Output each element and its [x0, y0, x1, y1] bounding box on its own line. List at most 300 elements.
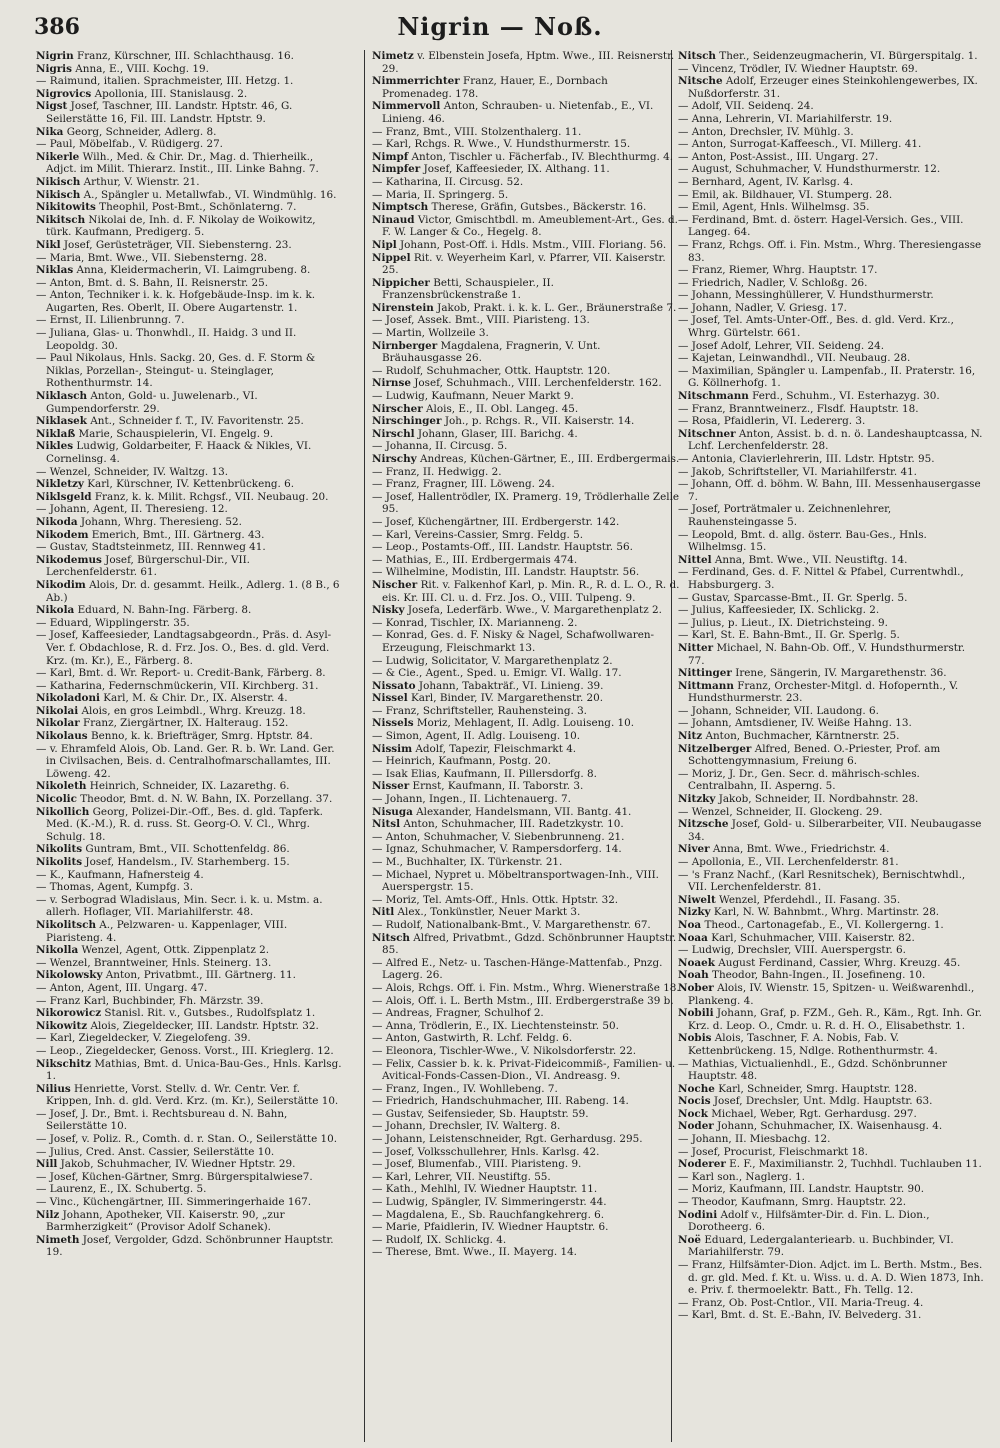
directory-entry: [372, 982, 680, 995]
entry-details: — Anton, Drechsler, IV. Mühlg. 3.: [678, 125, 854, 138]
directory-entry: [372, 415, 680, 428]
entry-details: — Julius, Cred. Anst. Cassier, Seilerstätte 10.: [36, 1145, 275, 1158]
entry-surname: Nikoda: [36, 515, 78, 528]
directory-entry: [678, 642, 984, 667]
directory-entry: [36, 919, 344, 944]
directory-entry: [678, 1158, 984, 1171]
directory-entry: [678, 529, 984, 554]
directory-entry: [36, 743, 344, 781]
entry-details: — Kath., Mehlhl, IV. Wiedner Hauptstr. 11.: [372, 1183, 598, 1196]
entry-surname: Nittel: [678, 553, 712, 566]
directory-entry: [678, 428, 984, 453]
entry-details: Anna, Kleidermacherin, VI. Laimgrubeng. 8.: [73, 264, 311, 277]
directory-entry: [36, 579, 344, 604]
entry-surname: Nikoladoni: [36, 692, 100, 705]
directory-entry: [36, 1045, 344, 1058]
directory-entry: [372, 138, 680, 151]
directory-entry: [372, 163, 680, 176]
entry-details: Rit. v. Falkenhof Karl, p. Min. R., R. d. L. O., R. d. eis. Kr. III. Cl. u. d. Frz. Jos. O., VIII. Tulpeng. 9.: [382, 578, 680, 604]
entry-details: — Johann, Nadler, V. Griesg. 17.: [678, 301, 847, 314]
directory-entry: [678, 944, 984, 957]
directory-entry: [36, 680, 344, 693]
entry-details: — Apollonia, E., VII. Lerchenfelderstr. 81.: [678, 856, 899, 868]
directory-entry: [36, 516, 344, 529]
entry-details: — Leopold, Bmt. d. allg. österr. Bau-Ges., Hnls. Wilhelmsg. 15.: [678, 528, 927, 554]
directory-entry: [372, 365, 680, 378]
entry-details: — Michael, Nypret u. Möbeltransportwagen-Inh., VIII. Auerspergstr. 15.: [372, 868, 659, 894]
entry-details: Josef, Vergolder, Gdzd. Schönbrunner Hauptstr. 19.: [46, 1233, 334, 1259]
entry-details: — Maria, II. Springerg. 5.: [372, 188, 509, 201]
directory-entry: [36, 1058, 344, 1083]
entry-details: Alois, en gros Leimbdl., Whrg. Kreuzg. 18.: [78, 704, 306, 717]
entry-details: Michael, Weber, Rgt. Gerhardusg. 297.: [707, 1107, 917, 1120]
directory-entry: [678, 919, 984, 932]
entry-details: Ferd., Schuhm., VI. Esterhazyg. 30.: [748, 390, 940, 403]
entry-details: Alois, Taschner, F. A. Nobis, Fab. V. Kettenbrückeng. 15, Ndlge. Rothenthurmstr. 4.: [688, 1032, 938, 1057]
entry-surname: Nobili: [678, 1007, 714, 1020]
directory-entry: [678, 566, 984, 591]
entry-details: Wenzel, Agent, Ottk. Zippenplatz 2.: [78, 944, 270, 957]
entry-surname: Noë: [678, 1233, 702, 1246]
entry-details: Alexander, Handelsmann, VII. Bantg. 41.: [412, 805, 632, 818]
entry-details: Alois, IV. Wienstr. 15, Spitzen- u. Weißwarenhdl., Plankeng. 4.: [688, 981, 975, 1007]
directory-entry: [36, 201, 344, 214]
directory-entry: [678, 1095, 984, 1108]
entry-surname: Ninaud: [372, 213, 415, 226]
directory-entry: [678, 1297, 984, 1310]
entry-surname: Nizky: [678, 906, 711, 919]
entry-details: — Moriz, Tel. Amts-Off., Hnls. Ottk. Hptstr. 32.: [372, 893, 619, 906]
entry-details: Karl, Schuhmacher, VIII. Kaiserstr. 82.: [707, 931, 915, 944]
entry-details: — Thomas, Agent, Kumpfg. 3.: [36, 881, 194, 894]
entry-details: — Eduard, Wipplingerstr. 35.: [36, 616, 190, 629]
entry-surname: Nobis: [678, 1032, 712, 1045]
directory-entry: [678, 277, 984, 290]
entry-surname: Nipl: [372, 238, 397, 251]
running-head: Nigrin — Noß.: [397, 12, 603, 41]
entry-surname: Noah: [678, 969, 709, 982]
entry-details: — Gustav, Stadtsteinmetz, III. Rennweg 41.: [36, 541, 266, 554]
entry-details: Josef, Schuhmach., VIII. Lerchenfelderstr. 162.: [410, 377, 662, 390]
directory-entry: [36, 126, 344, 139]
entry-details: Anna, Bmt. Wwe., Friedrichstr. 4.: [709, 843, 890, 856]
directory-entry: [372, 1083, 680, 1096]
directory-entry: [372, 1108, 680, 1121]
entry-details: — Johann, Agent, II. Theresieng. 12.: [36, 503, 228, 516]
directory-entry: [678, 592, 984, 605]
directory-entry: [36, 869, 344, 882]
directory-entry: [678, 1196, 984, 1209]
directory-entry: [36, 88, 344, 101]
directory-entry: [678, 126, 984, 139]
directory-entry: [372, 1020, 680, 1033]
entry-surname: Nikolai: [36, 704, 79, 717]
directory-entry: [36, 944, 344, 957]
directory-entry: [372, 579, 680, 604]
directory-entry: [36, 843, 344, 856]
entry-details: — Wenzel, Schneider, II. Glockeng. 29.: [678, 805, 883, 818]
entry-details: — Anton, Schuhmacher, V. Siebenbrunneng. 21.: [372, 830, 625, 843]
entry-details: — Josef, Procurist, Fleischmarkt 18.: [678, 1145, 868, 1158]
directory-entry: [678, 768, 984, 793]
entry-details: — Franz, Riemer, Whrg. Hauptstr. 17.: [678, 264, 878, 277]
entry-details: — Andreas, Fragner, Schulhof 2.: [372, 1007, 544, 1020]
directory-entry: [678, 1259, 984, 1297]
directory-entry: [372, 906, 680, 919]
entry-surname: Nikodem: [36, 528, 89, 541]
directory-entry: [36, 982, 344, 995]
directory-entry: [36, 881, 344, 894]
entry-details: — v. Serbograd Wladislaus, Min. Secr. i. k. u. Mstm. a. allerh. Hoflager, VII. Mariahilferstr. 48.: [36, 893, 323, 919]
entry-surname: Nicolic: [36, 793, 77, 806]
entry-details: Johann, Post-Off. i. Hdls. Mstm., VIII. Floriang. 56.: [396, 238, 667, 251]
entry-details: Josefa, Lederfärb. Wwe., V. Margarethenplatz 2.: [404, 604, 662, 617]
entry-details: Adolf v., Hilfsämter-Dir. d. Fin. L. Dion., Dorotheerg. 6.: [688, 1208, 930, 1234]
entry-details: Michael, N. Bahn-Ob. Off., V. Hundsthurmerstr. 77.: [688, 641, 966, 667]
entry-details: Nikolai de, Inh. d. F. Nikolay de Woikowitz, türk. Kaufmann, Predigerg. 5.: [46, 213, 316, 239]
directory-entry: [36, 806, 344, 844]
directory-entry: [678, 239, 984, 264]
entry-surname: Nodini: [678, 1208, 718, 1221]
directory-entry: [678, 856, 984, 869]
entry-details: Franz, k. k. Milit. Rchgsf., VII. Neubaug. 20.: [91, 490, 329, 503]
directory-entry: [372, 1133, 680, 1146]
entry-details: — Johann, Messinghüllerer, V. Hundsthurmerstr.: [678, 289, 934, 302]
directory-entry: [372, 189, 680, 202]
entry-details: — Josef, Blumenfab., VIII. Piaristeng. 9.: [372, 1158, 582, 1171]
directory-entry: [678, 680, 984, 705]
directory-entry: [678, 352, 984, 365]
entry-details: — Kajetan, Leinwandhdl., VII. Neubaug. 28.: [678, 352, 911, 365]
entry-details: — Juliana, Glas- u. Thonwhdl., II. Haidg. 3 und II. Leopoldg. 30.: [36, 327, 297, 352]
directory-entry: [372, 239, 680, 252]
entry-surname: Nocis: [678, 1095, 711, 1108]
entry-surname: Nissim: [372, 742, 413, 755]
entry-details: — Anton, Techniker i. k. k. Hofgebäude-Insp. im k. k. Augarten, Res. Oberlt, II. Obere Augartenstr. 1.: [36, 289, 316, 314]
entry-details: Alfred, Privatbmt., Gdzd. Schönbrunner Hauptstr. 85.: [382, 931, 677, 957]
directory-entry: [678, 932, 984, 945]
entry-surname: Nimpf: [372, 150, 409, 163]
directory-entry: [372, 1221, 680, 1234]
directory-entry: [372, 856, 680, 869]
entry-details: Moriz, Mehlagent, II. Adlg. Louiseng. 10.: [413, 717, 635, 730]
directory-entry: [372, 717, 680, 730]
entry-details: — Julius, Kaffeesieder, IX. Schlickg. 2.: [678, 604, 880, 617]
entry-details: Therese, Gräfin, Gutsbes., Bäckerstr. 16.: [428, 201, 647, 214]
directory-entry: [372, 806, 680, 819]
entry-details: — Magdalena, E., Sb. Rauchfangkehrerg. 6.: [372, 1208, 605, 1221]
directory-entry: [678, 667, 984, 680]
entry-surname: Nikola: [36, 604, 75, 617]
directory-entry: [36, 995, 344, 1008]
entry-details: — Ludwig, Kaufmann, Neuer Markt 9.: [372, 390, 574, 403]
directory-entry: [372, 680, 680, 693]
entry-surname: Nikolaus: [36, 730, 88, 743]
directory-entry: [36, 277, 344, 290]
entry-details: Josef, Drechsler, Unt. Mdlg. Hauptstr. 63.: [710, 1095, 933, 1108]
directory-entry: [372, 440, 680, 453]
directory-entry: [372, 743, 680, 756]
entry-surname: Nock: [678, 1107, 708, 1120]
entry-surname: Nikerle: [36, 150, 80, 163]
directory-entry: [678, 50, 984, 63]
entry-details: — Johann, Off. d. böhm. W. Bahn, III. Messenhausergasse 7.: [678, 478, 981, 503]
directory-entry: [36, 75, 344, 88]
directory-entry: [678, 1083, 984, 1096]
entry-details: A., Spängler u. Metallwfab., VI. Windmühlg. 16.: [80, 188, 337, 201]
directory-entry: [36, 63, 344, 76]
directory-entry: [372, 629, 680, 654]
directory-entry: [372, 894, 680, 907]
directory-entry: [36, 1171, 344, 1184]
directory-entry: [372, 327, 680, 340]
directory-entry: [372, 1209, 680, 1222]
directory-column-3: [678, 50, 984, 1442]
directory-entry: [36, 793, 344, 806]
directory-entry: [678, 1209, 984, 1234]
entry-surname: Nissel: [372, 692, 408, 705]
entry-details: — Franz, Fragner, III. Löweng. 24.: [372, 478, 555, 491]
directory-entry: [36, 1133, 344, 1146]
entry-surname: Noder: [678, 1120, 714, 1133]
entry-details: — Eleonora, Tischler-Wwe., V. Nikolsdorferstr. 22.: [372, 1044, 637, 1057]
entry-details: Josef, Kaffeesieder, IX. Althang. 11.: [420, 163, 610, 176]
directory-entry: [36, 176, 344, 189]
directory-entry: [678, 151, 984, 164]
directory-entry: [678, 906, 984, 919]
entry-details: — August, Schuhmacher, V. Hundsthurmerstr. 12.: [678, 163, 941, 176]
directory-entry: [372, 340, 680, 365]
entry-details: Stanisl. Rit. v., Gutsbes., Rudolfsplatz 1.: [101, 1007, 316, 1020]
entry-details: — Franz, II. Hedwigg. 2.: [372, 465, 502, 478]
entry-surname: Nikolowsky: [36, 969, 103, 982]
entry-details: — Alois, Off. i. L. Berth Mstm., III. Erdbergerstraße 39 b.: [372, 994, 674, 1007]
directory-column-1: [36, 50, 344, 1442]
directory-entry: [36, 440, 344, 465]
entry-details: Mathias, Bmt. d. Unica-Bau-Ges., Hnls. Karlsg. 1.: [46, 1057, 342, 1083]
entry-details: — Alois, Rchgs. Off. i. Fin. Mstm., Whrg. Wienerstraße 18.: [372, 981, 680, 994]
entry-details: Karl, Binder, IV. Margarethenstr. 20.: [407, 692, 604, 705]
entry-details: — Moriz, Kaufmann, III. Landstr. Hauptstr. 90.: [678, 1183, 925, 1196]
directory-entry: [678, 894, 984, 907]
directory-entry: [36, 1196, 344, 1209]
directory-entry: [36, 390, 344, 415]
entry-details: — Anton, Bmt. d. S. Bahn, II. Reisnerstr. 25.: [36, 276, 269, 289]
entry-surname: Niklaß: [36, 427, 76, 440]
directory-entry: [372, 1234, 680, 1247]
entry-details: Alois, Ziegeldecker, III. Landstr. Hptstr. 32.: [87, 1019, 319, 1032]
directory-entry: [36, 692, 344, 705]
entry-details: Theophil, Post-Bmt., Schönlaterng. 7.: [95, 201, 297, 214]
directory-entry: [36, 1158, 344, 1171]
directory-entry: [372, 1146, 680, 1159]
entry-details: — Johann, Amtsdiener, IV. Weiße Hahng. 13.: [678, 717, 912, 730]
entry-details: — Simon, Agent, II. Adlg. Louiseng. 10.: [372, 730, 580, 743]
entry-details: — Friedrich, Nadler, V. Schloßg. 26.: [678, 276, 868, 289]
directory-entry: [372, 1045, 680, 1058]
entry-surname: Nikollich: [36, 805, 90, 818]
entry-details: Guntram, Bmt., VII. Schottenfeldg. 86.: [82, 843, 290, 856]
entry-surname: Nigst: [36, 100, 68, 113]
entry-details: — Ludwig, Spängler, IV. Simmeringerstr. 44.: [372, 1196, 607, 1209]
directory-entry: [372, 491, 680, 516]
entry-details: — Karl, Ziegeldecker, V. Ziegelofeng. 39.: [36, 1032, 251, 1045]
entry-details: Adolf, Tapezir, Fleischmarkt 4.: [412, 742, 577, 755]
directory-entry: [372, 566, 680, 579]
directory-entry: [36, 428, 344, 441]
directory-entry: [36, 780, 344, 793]
entry-details: Georg, Schneider, Adlerg. 8.: [63, 125, 217, 138]
entry-details: — Ferdinand, Ges. d. F. Nittel & Pfabel, Currentwhdl., Habsburgerg. 3.: [678, 566, 964, 591]
entry-details: — Felix, Cassier b. k. k. Privat-Fideicommiß-, Familien- u. Avitical-Fonds-Cassen-Dion., VI. Andreasg. 9.: [372, 1057, 676, 1083]
entry-details: — Gustav, Sparcasse-Bmt., II. Gr. Sperlg. 5.: [678, 591, 908, 604]
entry-details: — Josef, Küchengärtner, III. Erdbergerstr. 142.: [372, 515, 620, 528]
directory-entry: [372, 818, 680, 831]
entry-details: — Maximilian, Spängler u. Lampenfab., II. Praterstr. 16, G. Köllnerhofg. 1.: [678, 364, 976, 390]
directory-entry: [36, 1007, 344, 1020]
entry-details: — Theodor, Kaufmann, Smrg. Hauptstr. 22.: [678, 1196, 907, 1209]
entry-details: — Wenzel, Branntweiner, Hnls. Steinerg. 13.: [36, 956, 272, 969]
entry-details: Franz, Kürschner, III. Schlachthausg. 16.: [73, 50, 294, 62]
directory-entry: [372, 277, 680, 302]
entry-details: — Ferdinand, Bmt. d. österr. Hagel-Versich. Ges., VIII. Langeg. 64.: [678, 213, 964, 239]
entry-surname: Nimmerrichter: [372, 75, 460, 88]
directory-entry: [36, 314, 344, 327]
entry-details: — Karl, Vereins-Cassier, Smrg. Feldg. 5.: [372, 528, 584, 541]
entry-surname: Noa: [678, 918, 702, 931]
directory-entry: [36, 352, 344, 390]
entry-surname: Nitschmann: [678, 390, 749, 403]
entry-details: — Josef, J. Dr., Bmt. i. Rechtsbureau d. N. Bahn, Seilerstätte 10.: [36, 1107, 288, 1133]
entry-details: — Johann, Drechsler, IV. Walterg. 8.: [372, 1120, 561, 1133]
directory-column-2: [372, 50, 680, 1442]
entry-details: Karl, M. & Chir. Dr., IX. Alserstr. 4.: [99, 692, 288, 705]
entry-surname: Nimpfer: [372, 163, 421, 176]
directory-entry: [36, 478, 344, 491]
entry-details: Johann, Graf, p. FZM., Geh. R., Käm., Rgt. Inh. Gr. Krz. d. Leop. O., Cmdr. u. R. d. H. O., Elisabethstr. 1.: [688, 1007, 982, 1032]
directory-entry: [372, 919, 680, 932]
directory-entry: [372, 453, 680, 466]
entry-details: Karl, Kürschner, IV. Kettenbrückeng. 6.: [83, 478, 295, 491]
directory-entry: [678, 1108, 984, 1121]
entry-details: — Heinrich, Kaufmann, Postg. 20.: [372, 755, 551, 768]
directory-entry: [372, 554, 680, 567]
directory-entry: [678, 717, 984, 730]
directory-entry: [36, 1020, 344, 1033]
entry-details: — Josef, Porträtmaler u. Zeichnenlehrer, Rauhensteingasse 5.: [678, 503, 892, 528]
entry-details: — Franz, Schriftsteller, Rauhensteing. 3.: [372, 704, 587, 717]
directory-entry: [372, 869, 680, 894]
entry-surname: Nissels: [372, 717, 414, 730]
directory-entry: [36, 856, 344, 869]
directory-entry: [372, 667, 680, 680]
entry-surname: Nikles: [36, 440, 74, 453]
entry-surname: Nimmervoll: [372, 100, 441, 113]
directory-entry: [678, 869, 984, 894]
directory-entry: [372, 390, 680, 403]
directory-entry: [36, 629, 344, 667]
directory-entry: [678, 75, 984, 100]
entry-details: — Josef, Assek. Bmt., VIII. Piaristeng. 13.: [372, 314, 590, 327]
directory-entry: [678, 843, 984, 856]
directory-entry: [372, 516, 680, 529]
entry-surname: Noaek: [678, 956, 715, 969]
entry-surname: Nigrin: [36, 50, 74, 62]
directory-entry: [372, 428, 680, 441]
entry-details: — Mathias, Victualienhdl., E., Gdzd. Schönbrunner Hauptstr. 48.: [678, 1057, 948, 1083]
directory-entry: [372, 1171, 680, 1184]
entry-details: Franz, Orchester-Mitgl. d. Hofopernth., V. Hundsthurmerstr. 23.: [688, 679, 959, 705]
entry-details: — Franz, Ob. Post-Cntlor., VII. Maria-Treug. 4.: [678, 1296, 924, 1309]
directory-entry: [36, 957, 344, 970]
directory-entry: [372, 1032, 680, 1045]
directory-entry: [372, 843, 680, 856]
directory-entry: [36, 151, 344, 176]
entry-details: Irene, Sängerin, IV. Margarethenstr. 36.: [731, 667, 947, 680]
directory-entry: [372, 1196, 680, 1209]
directory-entry: [678, 100, 984, 113]
directory-entry: [678, 415, 984, 428]
directory-entry: [372, 768, 680, 781]
directory-entry: [372, 730, 680, 743]
entry-details: — Josef, Tel. Amts-Unter-Off., Bes. d. gld. Verd. Krz., Whrg. Gürtelstr. 661.: [678, 314, 954, 340]
entry-details: Franz, Hauer, E., Dornbach Promenadeg. 178.: [382, 75, 608, 100]
entry-details: Apollonia, III. Stanislausg. 2.: [91, 87, 248, 100]
entry-surname: Nisuga: [372, 805, 413, 818]
directory-entry: [678, 453, 984, 466]
directory-entry: [36, 100, 344, 125]
entry-details: Johann, Tabakträf., VI. Linieng. 39.: [415, 679, 604, 692]
entry-details: Andreas, Küchen-Gärtner, E., III. Erdbergermais.: [416, 453, 680, 465]
entry-details: — Jakob, Schriftsteller, VI. Mariahilferstr. 41.: [678, 465, 917, 478]
entry-surname: Nikl: [36, 238, 61, 251]
directory-entry: [372, 655, 680, 668]
directory-entry: [36, 617, 344, 630]
directory-entry: [678, 176, 984, 189]
entry-surname: Nikletzy: [36, 478, 84, 491]
directory-entry: [36, 1183, 344, 1196]
directory-entry: [372, 1158, 680, 1171]
directory-entry: [36, 604, 344, 617]
entry-surname: Nitz: [678, 730, 703, 743]
entry-details: — Raimund, italien. Sprachmeister, III. Hetzg. 1.: [36, 75, 294, 88]
entry-details: Adolf, Erzeuger eines Steinkohlengewerbes, IX. Nußdorferstr. 31.: [688, 75, 978, 100]
entry-details: Alois, Dr. d. gesammt. Heilk., Adlerg. 1. (8 B., 6 Ab.): [46, 578, 340, 604]
entry-surname: Nitsl: [372, 818, 401, 831]
entry-details: Jakob, Schneider, II. Nordbahnstr. 28.: [715, 793, 919, 806]
entry-surname: Noche: [678, 1082, 715, 1095]
entry-details: — Johann, II. Miesbachg. 12.: [678, 1133, 831, 1146]
entry-surname: Nitsch: [678, 50, 716, 62]
directory-entry: [678, 969, 984, 982]
directory-entry: [36, 289, 344, 314]
directory-entry: [678, 806, 984, 819]
entry-details: — Maria, Bmt. Wwe., VII. Siebensterng. 28.: [36, 251, 268, 264]
entry-details: Alex., Tonkünstler, Neuer Markt 3.: [394, 906, 581, 919]
entry-details: — Josef, v. Poliz. R., Comth. d. r. Stan. O., Seilerstätte 10.: [36, 1133, 338, 1146]
directory-entry: [36, 717, 344, 730]
entry-details: Ther., Seidenzeugmacherin, VI. Bürgerspitalg. 1.: [715, 50, 978, 62]
entry-details: Jakob, Schuhmacher, IV. Wiedner Hptstr. 29.: [57, 1158, 296, 1171]
directory-entry: [678, 340, 984, 353]
entry-surname: Nikitsch: [36, 213, 86, 226]
entry-surname: Nitschner: [678, 427, 736, 440]
entry-details: Ant., Schneider f. T., IV. Favoritenstr. 25.: [86, 415, 304, 428]
entry-surname: Nitzelberger: [678, 742, 752, 755]
entry-surname: Nika: [36, 125, 64, 138]
entry-details: — Josef, Volksschullehrer, Hnls. Karlsg. 42.: [372, 1145, 600, 1158]
directory-entry: [36, 264, 344, 277]
